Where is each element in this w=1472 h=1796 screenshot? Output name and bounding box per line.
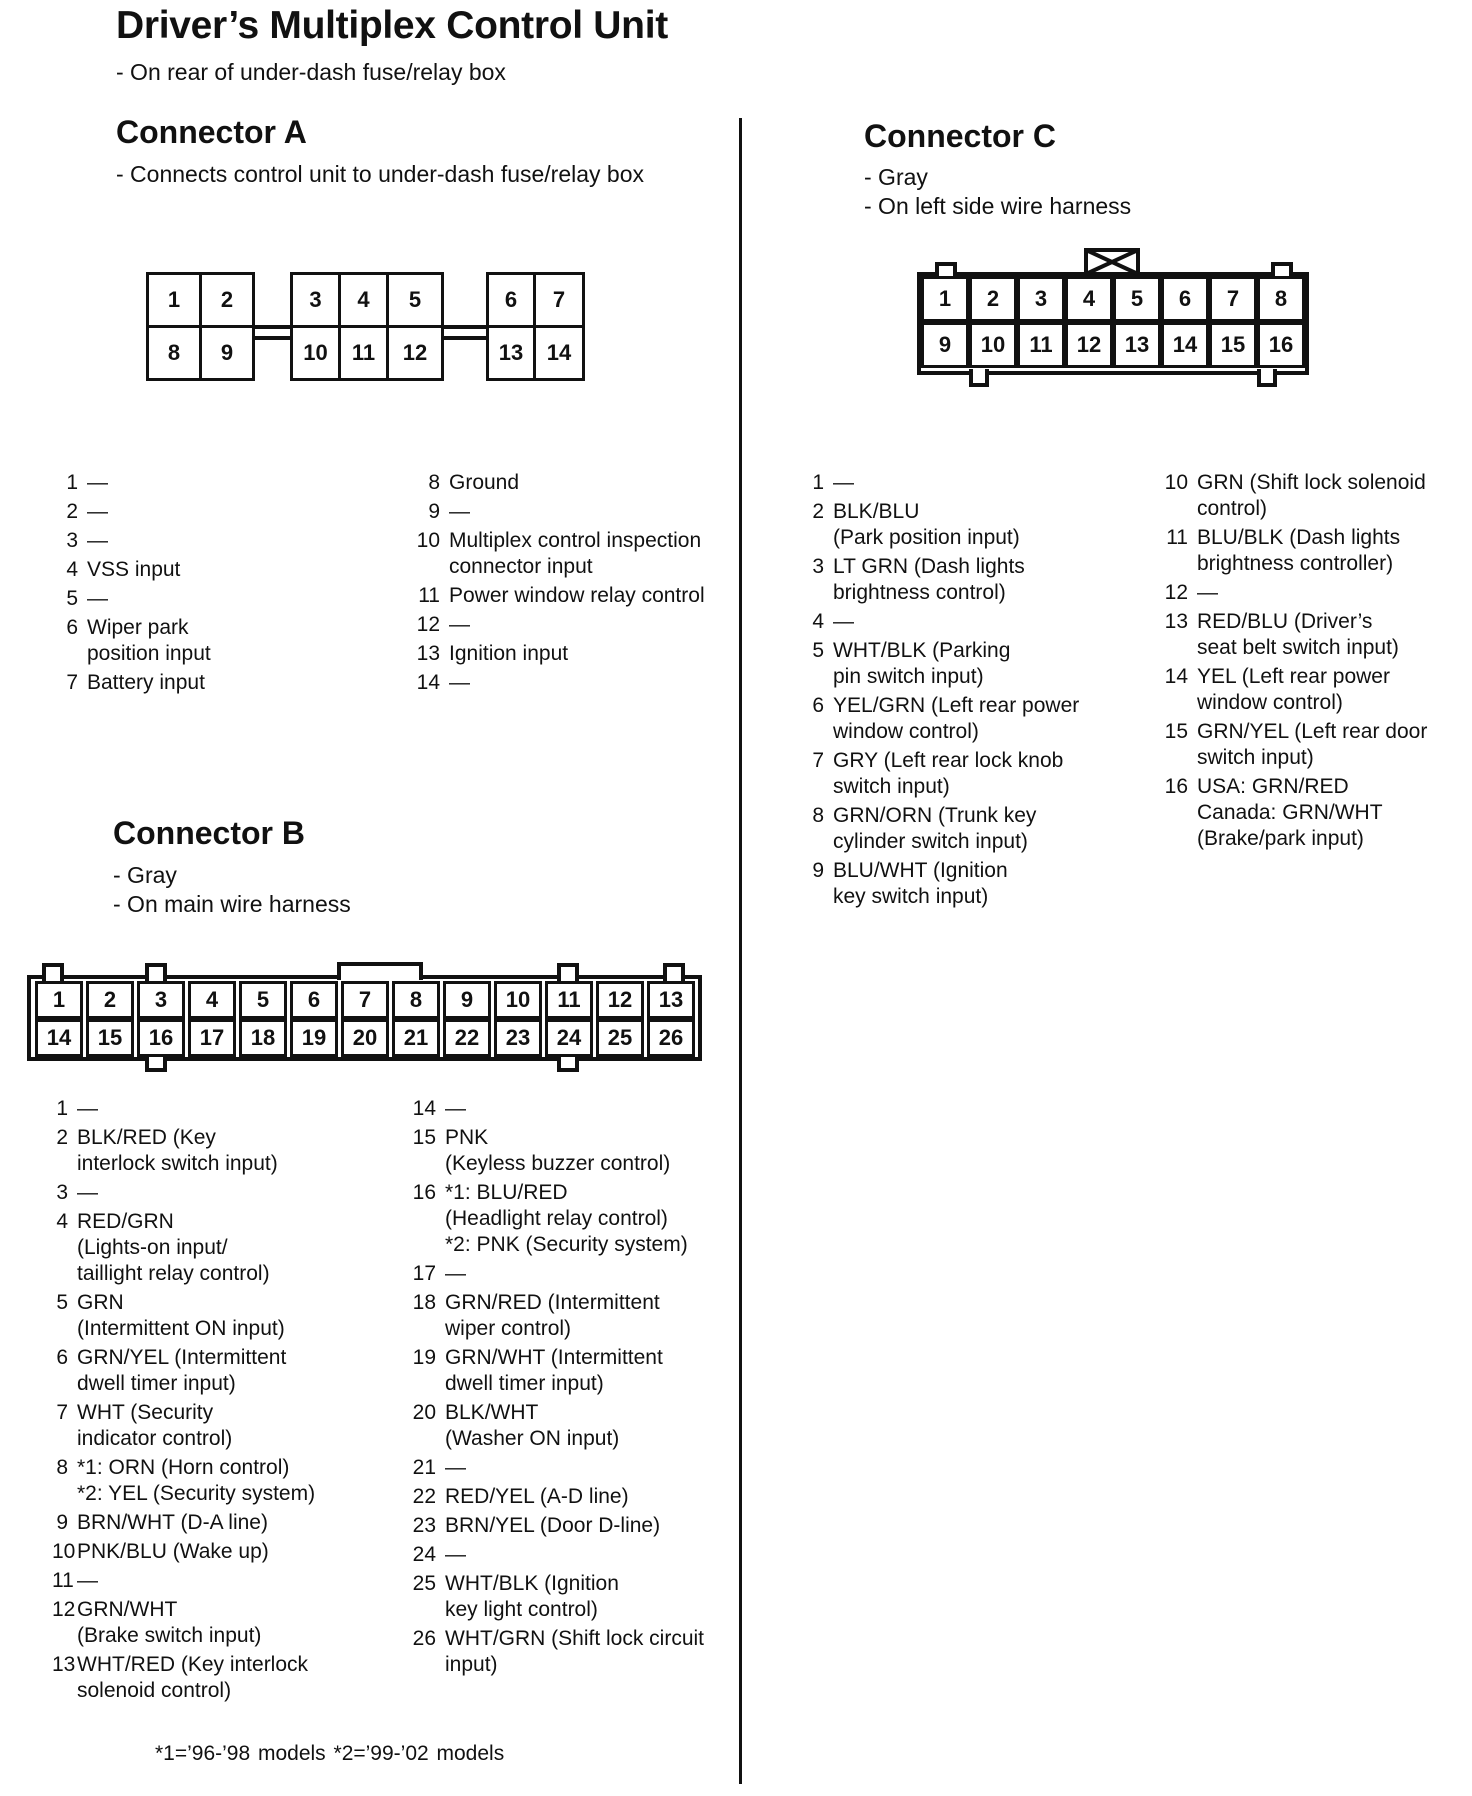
- pin-row: [400, 612, 705, 638]
- pin-description: WHT/BLK (Parking pin switch input): [833, 639, 1011, 688]
- connector-b-latch: [557, 963, 579, 981]
- pin-number: 12: [416, 613, 440, 636]
- pin-row: [52, 1345, 315, 1397]
- pin-row: [1158, 609, 1427, 661]
- connector-b-cell: 6: [290, 981, 338, 1019]
- connector-a-link: [444, 336, 486, 340]
- connector-b-cell: 15: [86, 1019, 134, 1057]
- pin-row: [1158, 580, 1427, 606]
- model-year-footnote: *1=’96-’98 models *2=’99-’02 models: [155, 1742, 505, 1765]
- connector-c-cell: 2: [969, 276, 1017, 322]
- pin-description: BLU/BLK (Dash lights brightness controller): [1197, 526, 1401, 575]
- connector-b-cell: 10: [494, 981, 542, 1019]
- connector-a-note: - Connects control unit to under-dash fuse/relay box: [116, 161, 645, 187]
- pin-row: [398, 1125, 704, 1177]
- pin-number: 4: [812, 610, 824, 633]
- pin-description: BRN/YEL (Door D-line): [445, 1514, 661, 1537]
- pin-description: —: [449, 613, 470, 636]
- pin-number: 9: [812, 859, 824, 882]
- pin-description: —: [87, 587, 108, 610]
- pin-row: [52, 1455, 315, 1507]
- connector-b-cell: 11: [545, 981, 593, 1019]
- pin-description: —: [87, 471, 108, 494]
- pin-row: [52, 1597, 315, 1649]
- connector-a-link: [254, 325, 290, 329]
- connector-b-latch: [145, 963, 167, 981]
- connector-c-key-x-icon: [1084, 248, 1140, 276]
- pin-row: [400, 528, 705, 580]
- pin-row: [52, 1125, 315, 1177]
- pin-row: [58, 528, 211, 554]
- connector-a-link: [254, 336, 290, 340]
- connector-b-cell: 22: [443, 1019, 491, 1057]
- connector-a-cell: 1: [146, 272, 202, 328]
- pin-description: GRY (Left rear lock knob switch input): [833, 749, 1064, 798]
- connector-b-pins-left: [52, 1096, 315, 1707]
- pin-number: 7: [56, 1401, 68, 1424]
- pin-description: —: [833, 471, 854, 494]
- connector-a-pins-left: [58, 470, 211, 699]
- pin-number: 2: [56, 1126, 68, 1149]
- connector-a-pins-right: [400, 470, 705, 699]
- pin-description: GRN/WHT (Intermittent dwell timer input): [445, 1346, 663, 1395]
- pin-row: [398, 1290, 704, 1342]
- pin-number: 19: [412, 1346, 436, 1369]
- pin-row: [52, 1652, 315, 1704]
- pin-row: [808, 609, 1079, 635]
- connector-b-cell: 19: [290, 1019, 338, 1057]
- connector-c-pins-left: [808, 470, 1079, 913]
- page-title: Driver’s Multiplex Control Unit: [116, 4, 668, 47]
- column-divider: [739, 118, 742, 1784]
- pin-row: [398, 1455, 704, 1481]
- pin-row: [400, 470, 705, 496]
- connector-a-heading: Connector A: [116, 114, 307, 150]
- pin-row: [52, 1180, 315, 1206]
- pin-description: —: [87, 529, 108, 552]
- connector-c-heading: Connector C: [864, 118, 1056, 154]
- pin-number: 15: [1164, 720, 1188, 743]
- pin-row: [52, 1290, 315, 1342]
- pin-number: 8: [56, 1456, 68, 1479]
- pin-description: WHT (Security indicator control): [77, 1401, 233, 1450]
- pin-row: [400, 641, 705, 667]
- pin-description: BLU/WHT (Ignition key switch input): [833, 859, 1008, 908]
- connector-b-cell: 13: [647, 981, 695, 1019]
- pin-number: 9: [428, 500, 440, 523]
- pin-number: 3: [66, 529, 78, 552]
- pin-description: —: [87, 500, 108, 523]
- pin-description: *1: ORN (Horn control) *2: YEL (Security system): [77, 1456, 316, 1505]
- connector-a-cell: 12: [386, 325, 444, 381]
- connector-c-cell: 7: [1209, 276, 1257, 322]
- pin-number: 12: [52, 1598, 76, 1621]
- pin-row: [58, 615, 211, 667]
- pin-number: 13: [1164, 610, 1188, 633]
- pin-row: [58, 499, 211, 525]
- pin-description: YEL (Left rear power window control): [1197, 665, 1390, 714]
- pin-description: Ignition input: [449, 642, 569, 665]
- pin-description: BLK/RED (Key interlock switch input): [77, 1126, 278, 1175]
- pin-row: [808, 554, 1079, 606]
- pin-number: 23: [412, 1514, 436, 1537]
- pin-description: BLK/BLU (Park position input): [833, 500, 1020, 549]
- pin-description: GRN/WHT (Brake switch input): [77, 1598, 262, 1647]
- connector-b-cell: 16: [137, 1019, 185, 1057]
- connector-b-cell: 21: [392, 1019, 440, 1057]
- pin-row: [400, 499, 705, 525]
- connector-b-cell: 25: [596, 1019, 644, 1057]
- connector-c-cell: 6: [1161, 276, 1209, 322]
- connector-a-cell: 8: [146, 325, 202, 381]
- connector-b-latch: [145, 1056, 167, 1072]
- pin-number: 14: [412, 1097, 436, 1120]
- pin-description: —: [1197, 581, 1218, 604]
- pin-row: [52, 1209, 315, 1287]
- pin-number: 10: [416, 529, 440, 552]
- pin-number: 21: [412, 1456, 436, 1479]
- connector-a-cell: 2: [199, 272, 255, 328]
- pin-number: 15: [412, 1126, 436, 1149]
- connector-b-cell: 20: [341, 1019, 389, 1057]
- pin-number: 6: [56, 1346, 68, 1369]
- connector-a-cell: 10: [290, 325, 341, 381]
- pin-description: RED/YEL (A-D line): [445, 1485, 629, 1508]
- pin-row: [808, 638, 1079, 690]
- connector-b-key: [337, 962, 423, 980]
- pin-number: 16: [412, 1181, 436, 1204]
- pin-description: —: [445, 1262, 466, 1285]
- pin-number: 11: [1166, 526, 1188, 549]
- connector-a-cell: 13: [486, 325, 536, 381]
- pin-description: BLK/WHT (Washer ON input): [445, 1401, 620, 1450]
- connector-c-cell: 16: [1257, 322, 1305, 368]
- pin-row: [58, 586, 211, 612]
- pin-description: GRN/ORN (Trunk key cylinder switch input): [833, 804, 1037, 853]
- pin-description: GRN/YEL (Intermittent dwell timer input): [77, 1346, 287, 1395]
- connector-c-note: - On left side wire harness: [864, 193, 1132, 219]
- connector-b-note: - On main wire harness: [113, 891, 351, 917]
- pin-row: [398, 1180, 704, 1258]
- pin-row: [398, 1513, 704, 1539]
- connector-b-cell: 1: [35, 981, 83, 1019]
- pin-description: *1: BLU/RED (Headlight relay control) *2: PNK (Security system): [445, 1181, 688, 1256]
- connector-c-latch: [969, 369, 989, 387]
- pin-description: VSS input: [87, 558, 181, 581]
- connector-b-cell: 14: [35, 1019, 83, 1057]
- connector-c-latch: [1257, 369, 1277, 387]
- connector-c-cell: 4: [1065, 276, 1113, 322]
- pin-description: PNK (Keyless buzzer control): [445, 1126, 671, 1175]
- connector-a-cell: 5: [386, 272, 444, 328]
- pin-row: [52, 1539, 315, 1565]
- pin-number: 5: [66, 587, 78, 610]
- pin-description: GRN/YEL (Left rear door switch input): [1197, 720, 1428, 769]
- connector-c-cell: 12: [1065, 322, 1113, 368]
- pin-row: [1158, 719, 1427, 771]
- connector-b-cell: 7: [341, 981, 389, 1019]
- pin-row: [1158, 774, 1427, 852]
- connector-a-cell: 3: [290, 272, 341, 328]
- pin-number: 8: [428, 471, 440, 494]
- connector-c-cell: 5: [1113, 276, 1161, 322]
- connector-c-cell: 1: [921, 276, 969, 322]
- pin-row: [398, 1345, 704, 1397]
- pin-description: —: [77, 1097, 98, 1120]
- pin-description: —: [445, 1543, 466, 1566]
- pin-number: 26: [412, 1627, 436, 1650]
- pin-description: GRN/RED (Intermittent wiper control): [445, 1291, 660, 1340]
- pin-number: 13: [52, 1653, 76, 1676]
- pin-row: [1158, 664, 1427, 716]
- connector-b-heading: Connector B: [113, 815, 305, 851]
- pin-description: Multiplex control inspection connector input: [449, 529, 702, 578]
- pin-row: [398, 1261, 704, 1287]
- pin-row: [52, 1096, 315, 1122]
- pin-number: 22: [412, 1485, 436, 1508]
- pin-number: 1: [812, 471, 824, 494]
- connector-c-pins-right: [1158, 470, 1427, 855]
- pin-number: 5: [812, 639, 824, 662]
- connector-b-cell: 17: [188, 1019, 236, 1057]
- pin-row: [398, 1096, 704, 1122]
- pin-row: [52, 1400, 315, 1452]
- connector-b-pins-right: [398, 1096, 704, 1681]
- connector-a-cell: 11: [338, 325, 389, 381]
- connector-b-latch: [557, 1056, 579, 1072]
- pin-description: LT GRN (Dash lights brightness control): [833, 555, 1025, 604]
- pin-description: —: [445, 1456, 466, 1479]
- pin-number: 6: [812, 694, 824, 717]
- pin-number: 20: [412, 1401, 436, 1424]
- pin-number: 25: [412, 1572, 436, 1595]
- pin-number: 2: [66, 500, 78, 523]
- pin-row: [58, 470, 211, 496]
- pin-number: 14: [1164, 665, 1188, 688]
- connector-a-link: [444, 325, 486, 329]
- pin-description: GRN (Intermittent ON input): [77, 1291, 285, 1340]
- pin-row: [808, 693, 1079, 745]
- pin-number: 1: [56, 1097, 68, 1120]
- connector-b-cell: 3: [137, 981, 185, 1019]
- pin-row: [52, 1510, 315, 1536]
- pin-number: 12: [1164, 581, 1188, 604]
- connector-a-cell: 4: [338, 272, 389, 328]
- pin-number: 10: [1164, 471, 1188, 494]
- connector-a-cell: 9: [199, 325, 255, 381]
- pin-number: 3: [812, 555, 824, 578]
- pin-number: 1: [66, 471, 78, 494]
- connector-c-cell: 14: [1161, 322, 1209, 368]
- pin-number: 2: [812, 500, 824, 523]
- pin-row: [52, 1568, 315, 1594]
- pin-row: [808, 499, 1079, 551]
- pin-number: 4: [66, 558, 78, 581]
- pin-row: [398, 1571, 704, 1623]
- pin-row: [58, 670, 211, 696]
- pin-row: [1158, 470, 1427, 522]
- pin-row: [398, 1484, 704, 1510]
- pin-number: 9: [56, 1511, 68, 1534]
- pin-row: [398, 1626, 704, 1678]
- pin-number: 13: [416, 642, 440, 665]
- connector-b-cell: 8: [392, 981, 440, 1019]
- pin-number: 11: [52, 1569, 74, 1592]
- page-subtitle: - On rear of under-dash fuse/relay box: [116, 59, 506, 85]
- pin-description: —: [449, 671, 470, 694]
- connector-b-cell: 5: [239, 981, 287, 1019]
- pin-row: [1158, 525, 1427, 577]
- pin-number: 10: [52, 1540, 76, 1563]
- pin-number: 14: [416, 671, 440, 694]
- pin-number: 7: [812, 749, 824, 772]
- pin-row: [808, 470, 1079, 496]
- pin-description: —: [449, 500, 470, 523]
- pin-row: [398, 1542, 704, 1568]
- pin-number: 8: [812, 804, 824, 827]
- pin-description: PNK/BLU (Wake up): [77, 1540, 269, 1563]
- pin-row: [808, 858, 1079, 910]
- connector-b-cell: 18: [239, 1019, 287, 1057]
- connector-b-note: - Gray: [113, 862, 177, 888]
- pin-number: 5: [56, 1291, 68, 1314]
- connector-b-cell: 4: [188, 981, 236, 1019]
- connector-c-cell: 9: [921, 322, 969, 368]
- pin-description: Wiper park position input: [87, 616, 211, 665]
- pin-description: WHT/BLK (Ignition key light control): [445, 1572, 619, 1621]
- pin-description: Ground: [449, 471, 520, 494]
- pin-description: —: [77, 1181, 98, 1204]
- pin-description: WHT/GRN (Shift lock circuit input): [445, 1627, 705, 1676]
- pin-row: [400, 670, 705, 696]
- connector-b-cell: 9: [443, 981, 491, 1019]
- connector-b-cell: 24: [545, 1019, 593, 1057]
- pin-number: 17: [412, 1262, 436, 1285]
- pin-number: 6: [66, 616, 78, 639]
- pin-number: 16: [1164, 775, 1188, 798]
- connector-c-cell: 11: [1017, 322, 1065, 368]
- pin-row: [808, 803, 1079, 855]
- connector-b-cell: 23: [494, 1019, 542, 1057]
- connector-a-cell: 14: [533, 325, 585, 381]
- pin-number: 11: [418, 584, 440, 607]
- pin-description: RED/BLU (Driver’s seat belt switch input): [1197, 610, 1399, 659]
- pin-description: —: [833, 610, 854, 633]
- pin-number: 18: [412, 1291, 436, 1314]
- pin-description: —: [77, 1569, 98, 1592]
- pin-description: —: [445, 1097, 466, 1120]
- pin-row: [400, 583, 705, 609]
- connector-b-latch: [42, 963, 64, 981]
- pin-description: WHT/RED (Key interlock solenoid control): [77, 1653, 309, 1702]
- connector-c-cell: 8: [1257, 276, 1305, 322]
- connector-a-cell: 7: [533, 272, 585, 328]
- pin-description: USA: GRN/RED Canada: GRN/WHT (Brake/park input): [1197, 775, 1383, 850]
- pin-description: BRN/WHT (D-A line): [77, 1511, 268, 1534]
- pin-row: [58, 557, 211, 583]
- connector-b-latch: [663, 963, 685, 981]
- connector-b-cell: 26: [647, 1019, 695, 1057]
- connector-b-cell: 2: [86, 981, 134, 1019]
- pin-description: Power window relay control: [449, 584, 705, 607]
- pin-description: YEL/GRN (Left rear power window control): [833, 694, 1080, 743]
- connector-c-cell: 13: [1113, 322, 1161, 368]
- pin-number: 3: [56, 1181, 68, 1204]
- pin-row: [398, 1400, 704, 1452]
- connector-c-cell: 15: [1209, 322, 1257, 368]
- connector-c-note: - Gray: [864, 164, 928, 190]
- connector-a-cell: 6: [486, 272, 536, 328]
- connector-c-cell: 10: [969, 322, 1017, 368]
- connector-c-cell: 3: [1017, 276, 1065, 322]
- pin-number: 4: [56, 1210, 68, 1233]
- pin-row: [808, 748, 1079, 800]
- pin-number: 24: [412, 1543, 436, 1566]
- pin-description: Battery input: [87, 671, 205, 694]
- pin-description: RED/GRN (Lights-on input/ taillight relay control): [77, 1210, 270, 1285]
- connector-b-cell: 12: [596, 981, 644, 1019]
- pin-description: GRN (Shift lock solenoid control): [1197, 471, 1426, 520]
- pin-number: 7: [66, 671, 78, 694]
